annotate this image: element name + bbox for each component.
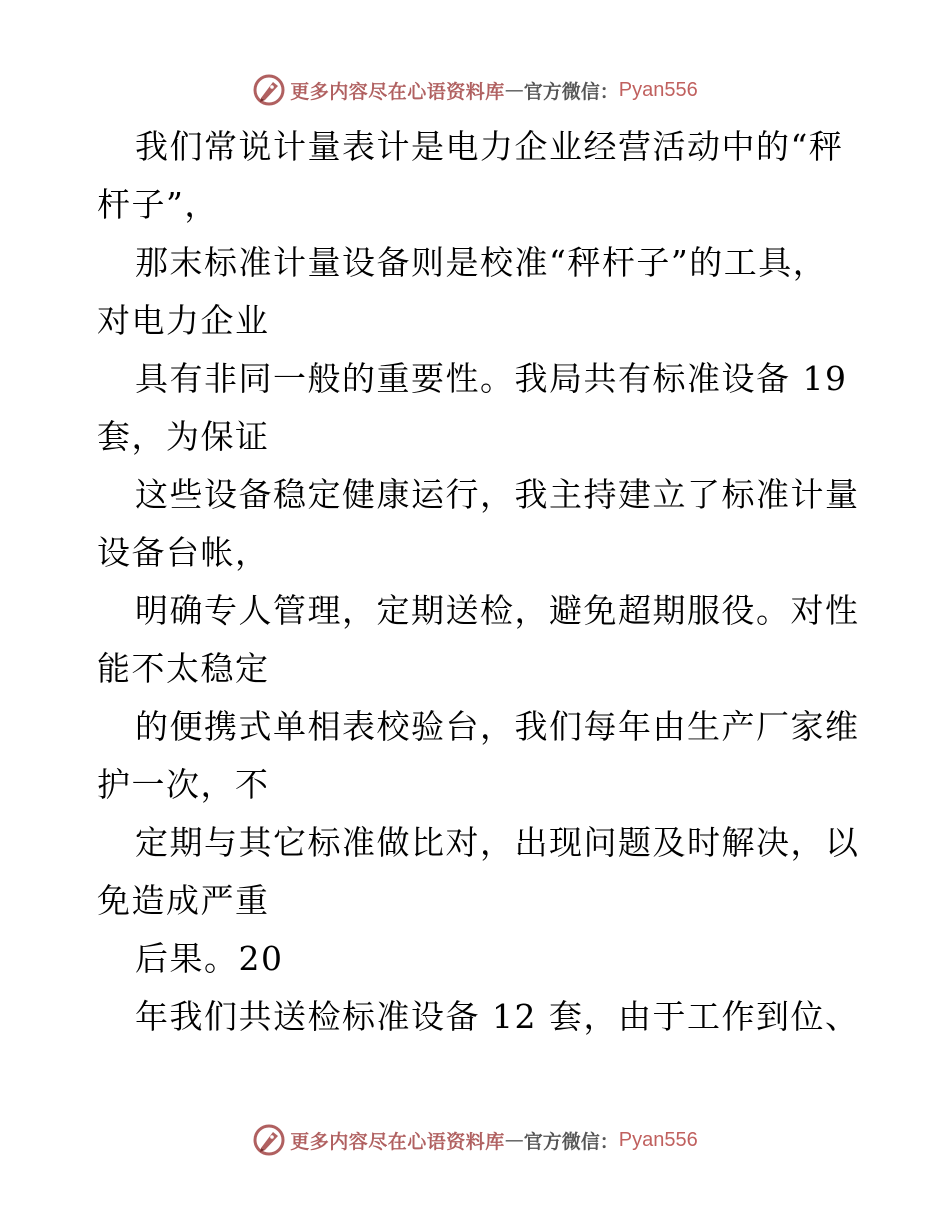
body-line: 套，为保证 [97, 417, 270, 456]
body-line: 这些设备稳定健康运行，我主持建立了标准计量 [135, 475, 860, 514]
body-line: 年我们共送检标准设备 12 套，由于工作到位、 [135, 997, 860, 1036]
body-line: 定期与其它标准做比对，出现问题及时解决，以 [135, 823, 860, 862]
body-line: 对电力企业 [97, 301, 270, 340]
footer-banner [0, 1120, 950, 1160]
document-body [97, 118, 860, 1046]
body-line: 后果。20 [135, 939, 284, 978]
pen-nib-circle-icon [252, 1123, 286, 1157]
body-line: 的便携式单相表校验台，我们每年由生产厂家维 [135, 707, 860, 746]
banner-wechat-label: 官方微信： [523, 1130, 619, 1153]
body-line: 我们常说计量表计是电力企业经营活动中的“秤 [135, 127, 844, 166]
banner-wechat-label: 官方微信： [523, 80, 619, 103]
body-line: 能不太稳定 [97, 649, 270, 688]
body-line: 设备台帐， [97, 533, 270, 572]
banner-wechat-id: Pyan556 [618, 1128, 698, 1151]
banner-separator: — [504, 79, 524, 101]
banner-separator: — [504, 1129, 524, 1151]
banner-wechat-id: Pyan556 [618, 78, 698, 101]
header-banner [0, 70, 950, 110]
body-line: 那末标准计量设备则是校准“秤杆子”的工具， [135, 243, 828, 282]
body-line: 免造成严重 [97, 881, 270, 920]
banner-site-text: 更多内容尽在心语资料库 [290, 1130, 505, 1153]
pen-nib-circle-icon [252, 73, 286, 107]
body-line: 杆子”， [97, 185, 219, 224]
body-line: 具有非同一般的重要性。我局共有标准设备 19 [135, 359, 848, 398]
body-line: 明确专人管理，定期送检，避免超期服役。对性 [135, 591, 860, 630]
banner-site-text: 更多内容尽在心语资料库 [290, 80, 505, 103]
body-line: 护一次，不 [97, 765, 270, 804]
